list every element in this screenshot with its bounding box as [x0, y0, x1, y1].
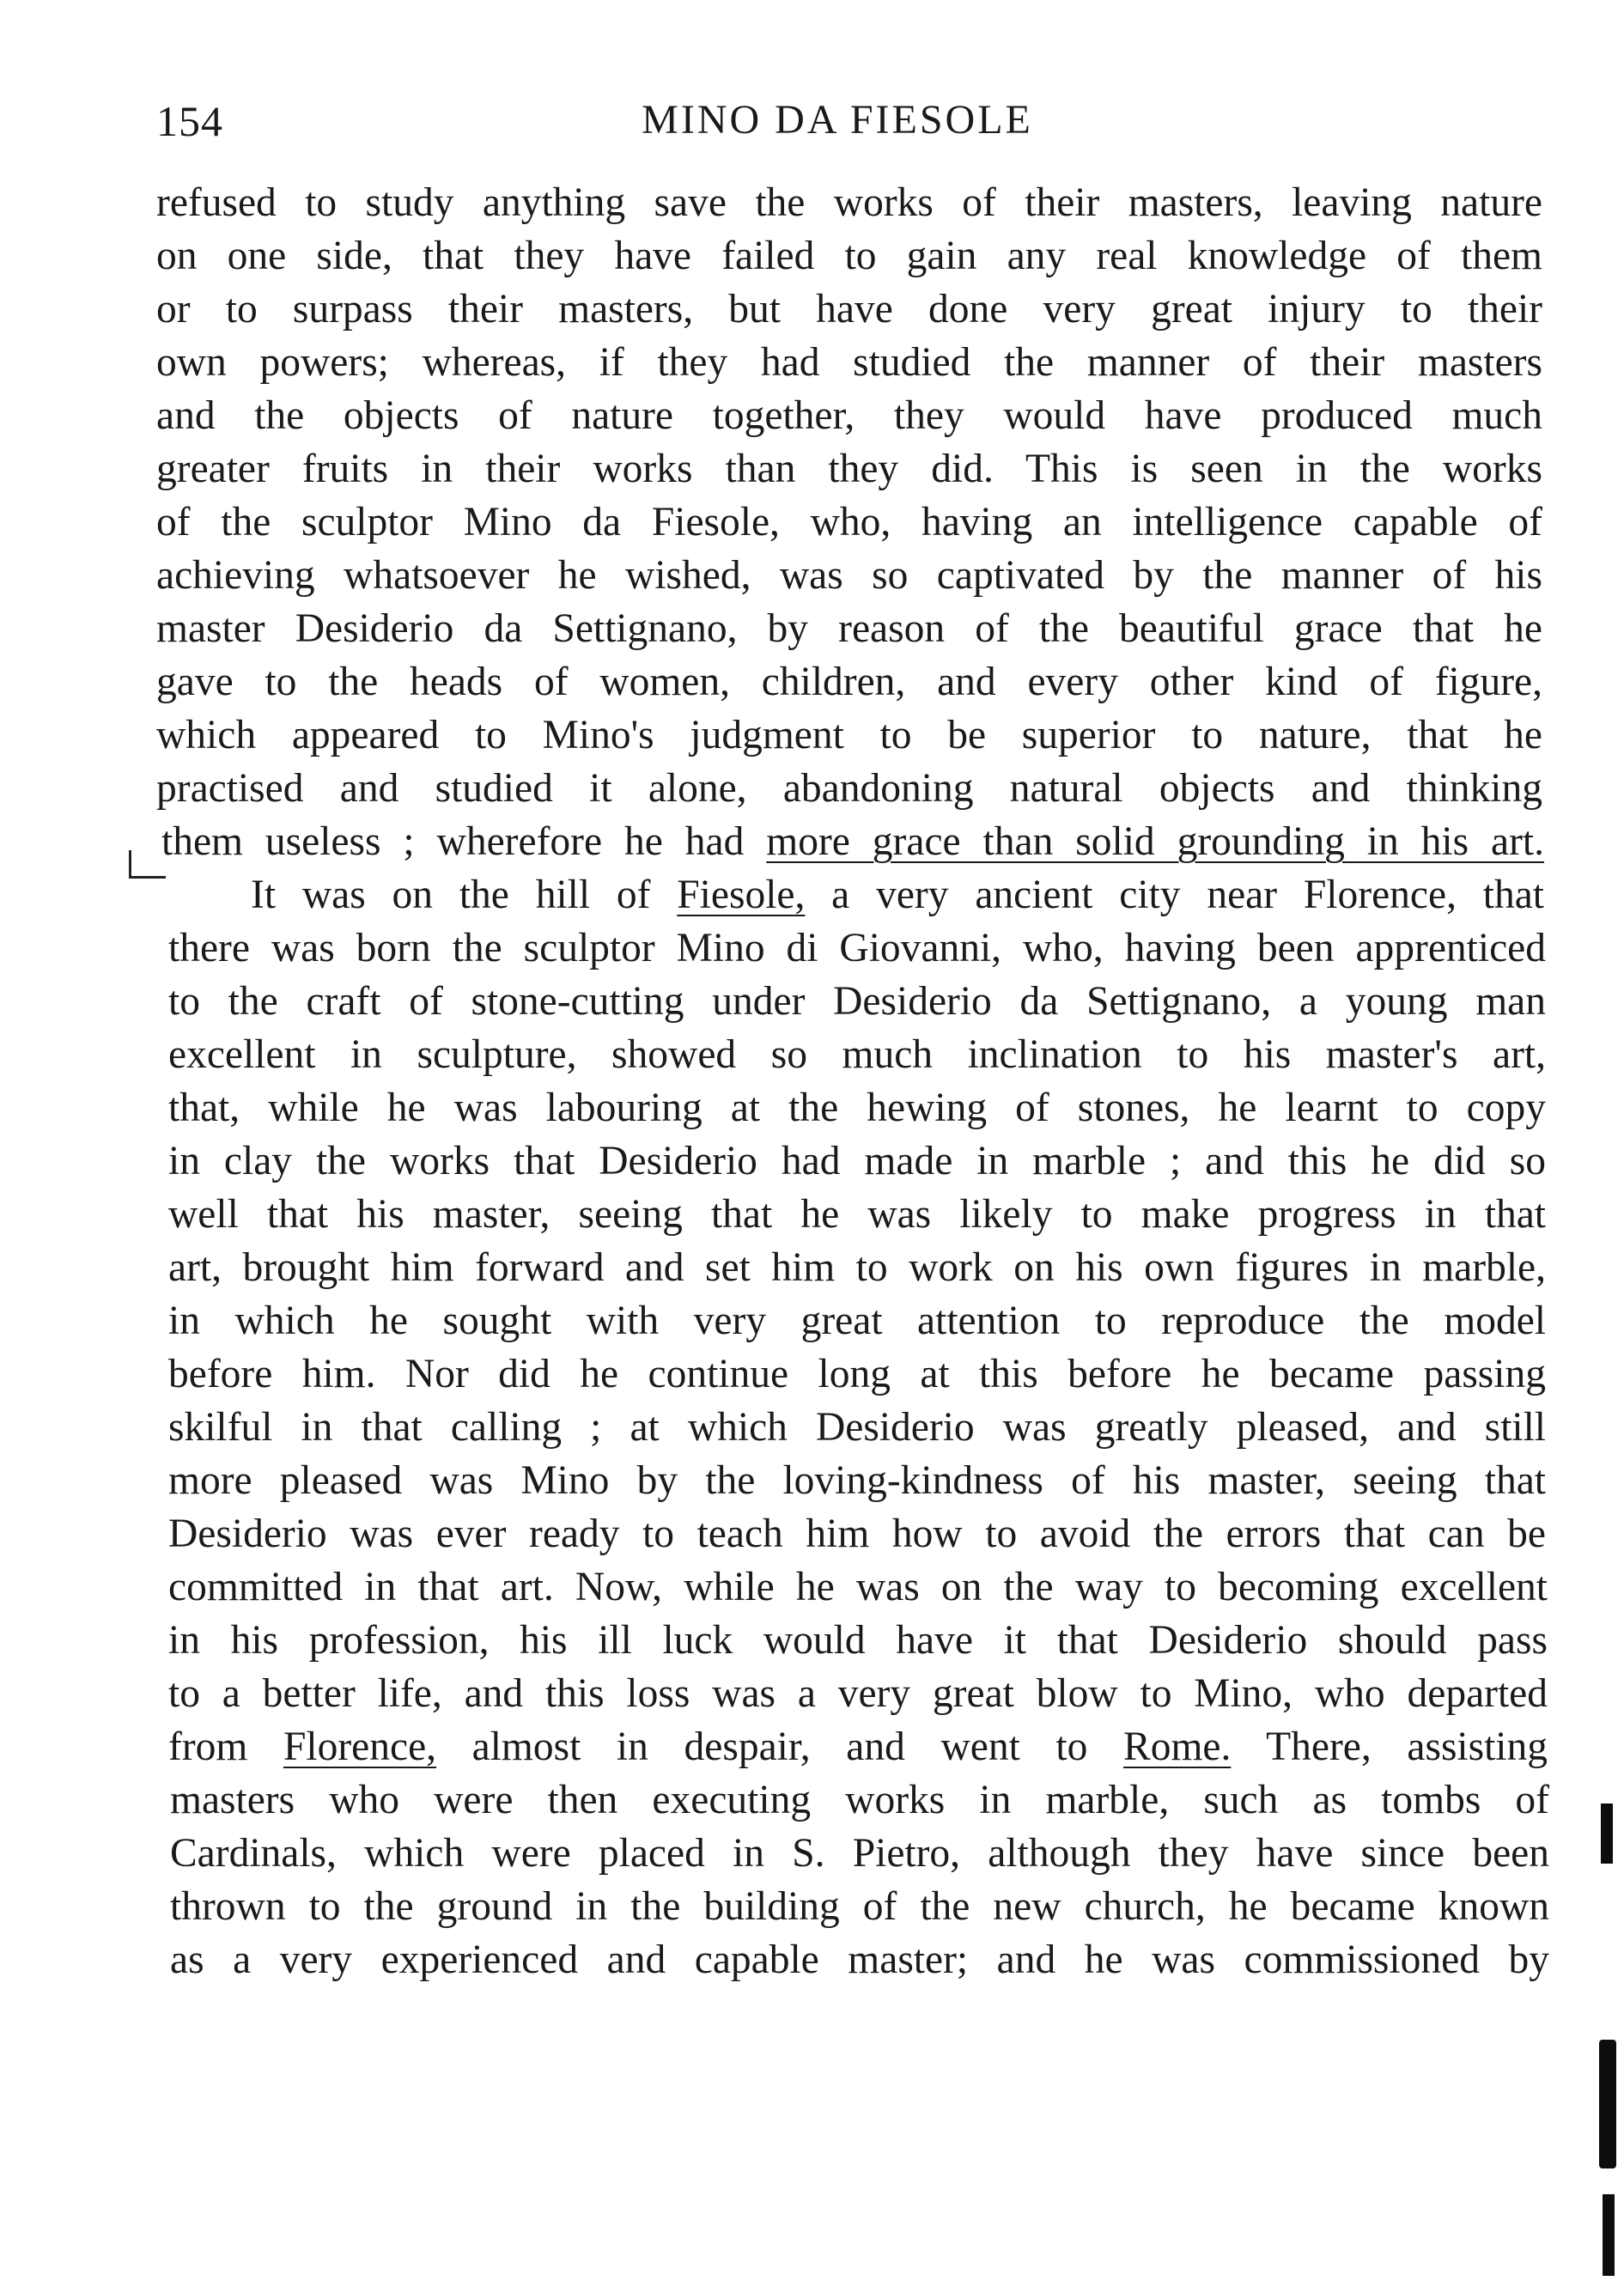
text-line: which appeared to Mino's judgment to be superior to nature, that he: [156, 713, 1542, 757]
text-line: on one side, that they have failed to gain any real knowledge of them: [156, 234, 1542, 278]
margin-bracket-mark: [129, 850, 166, 879]
text-line: that, while he was labouring at the hewing of stones, he learnt to copy: [168, 1086, 1546, 1130]
text-line: or to surpass their masters, but have done very great injury to their: [156, 287, 1542, 332]
text-line: more pleased was Mino by the loving-kindness of his master, seeing that: [168, 1458, 1546, 1503]
text-line: [168, 1720, 1548, 1773]
text-line-start: from: [168, 1724, 283, 1769]
text-line: to a better life, and this loss was a very great blow to Mino, who departed: [168, 1671, 1548, 1716]
text-line: well that his master, seeing that he was likely to make progress in that: [168, 1192, 1546, 1237]
text-line: refused to study anything save the works of their masters, leaving nature: [156, 180, 1542, 225]
text-line: of the sculptor Mino da Fiesole, who, having an intelligence capable of: [156, 500, 1542, 544]
scan-edge-mark: [1603, 2194, 1615, 2276]
text-line: Cardinals, which were placed in S. Pietro, although they have since been: [170, 1831, 1549, 1876]
text-line: and the objects of nature together, they would have produced much: [156, 393, 1542, 438]
text-line-mid: almost in despair, and went to: [436, 1724, 1124, 1769]
text-line: own powers; whereas, if they had studied the manner of their masters: [156, 340, 1542, 385]
underlined-phrase: more grace than solid grounding in his art.: [766, 819, 1544, 864]
text-line: excellent in sculpture, showed so much inclination to his master's art,: [168, 1032, 1546, 1077]
text-line: skilful in that calling ; at which Desiderio was greatly pleased, and still: [168, 1405, 1546, 1450]
text-line: achieving whatsoever he wished, was so captivated by the manner of his: [156, 553, 1542, 598]
text-line: as a very experienced and capable master; and he was commissioned by: [170, 1937, 1549, 1982]
text-line: greater fruits in their works than they did. This is seen in the works: [156, 447, 1542, 491]
text-line: committed in that art. Now, while he was on the way to becoming excellent: [168, 1565, 1548, 1609]
text-line: gave to the heads of women, children, and every other kind of figure,: [156, 660, 1542, 704]
text-line-end: There, assisting: [1231, 1724, 1548, 1769]
text-line: masters who were then executing works in marble, such as tombs of: [170, 1778, 1549, 1822]
text-line: master Desiderio da Settignano, by reason of the beautiful grace that he: [156, 606, 1542, 651]
text-line: in which he sought with very great attention to reproduce the model: [168, 1299, 1546, 1343]
scan-edge-mark: [1601, 1804, 1613, 1864]
text-line: before him. Nor did he continue long at this before he became passing: [168, 1352, 1546, 1396]
text-line: in his profession, his ill luck would have it that Desiderio should pass: [168, 1618, 1548, 1663]
page-number: 154: [156, 97, 223, 145]
underlined-place-rome: Rome.: [1123, 1724, 1232, 1769]
paragraph-start-line: [251, 868, 1544, 922]
scan-edge-mark: [1599, 2040, 1616, 2168]
text-line: thrown to the ground in the building of the new church, he became known: [170, 1884, 1549, 1929]
text-line: practised and studied it alone, abandoning natural objects and thinking: [156, 766, 1542, 811]
running-title: MINO DA FIESOLE: [642, 97, 1033, 143]
text-line: Desiderio was ever ready to teach him how to avoid the errors that can be: [168, 1512, 1546, 1556]
text-line: [161, 815, 1544, 868]
text-line-start: them useless ; wherefore he had: [161, 819, 767, 864]
underlined-place-fiesole: Fiesole,: [677, 873, 806, 917]
text-line: to the craft of stone-cutting under Desiderio da Settignano, a young man: [168, 979, 1546, 1024]
text-line-start: It was on the hill of: [251, 873, 678, 917]
text-line: in clay the works that Desiderio had made in marble ; and this he did so: [168, 1139, 1546, 1183]
text-line-end: a very ancient city near Florence, that: [805, 873, 1544, 917]
text-line: there was born the sculptor Mino di Giovanni, who, having been apprenticed: [168, 926, 1546, 970]
text-line: art, brought him forward and set him to work on his own figures in marble,: [168, 1245, 1546, 1290]
underlined-place-florence: Florence,: [283, 1724, 437, 1769]
